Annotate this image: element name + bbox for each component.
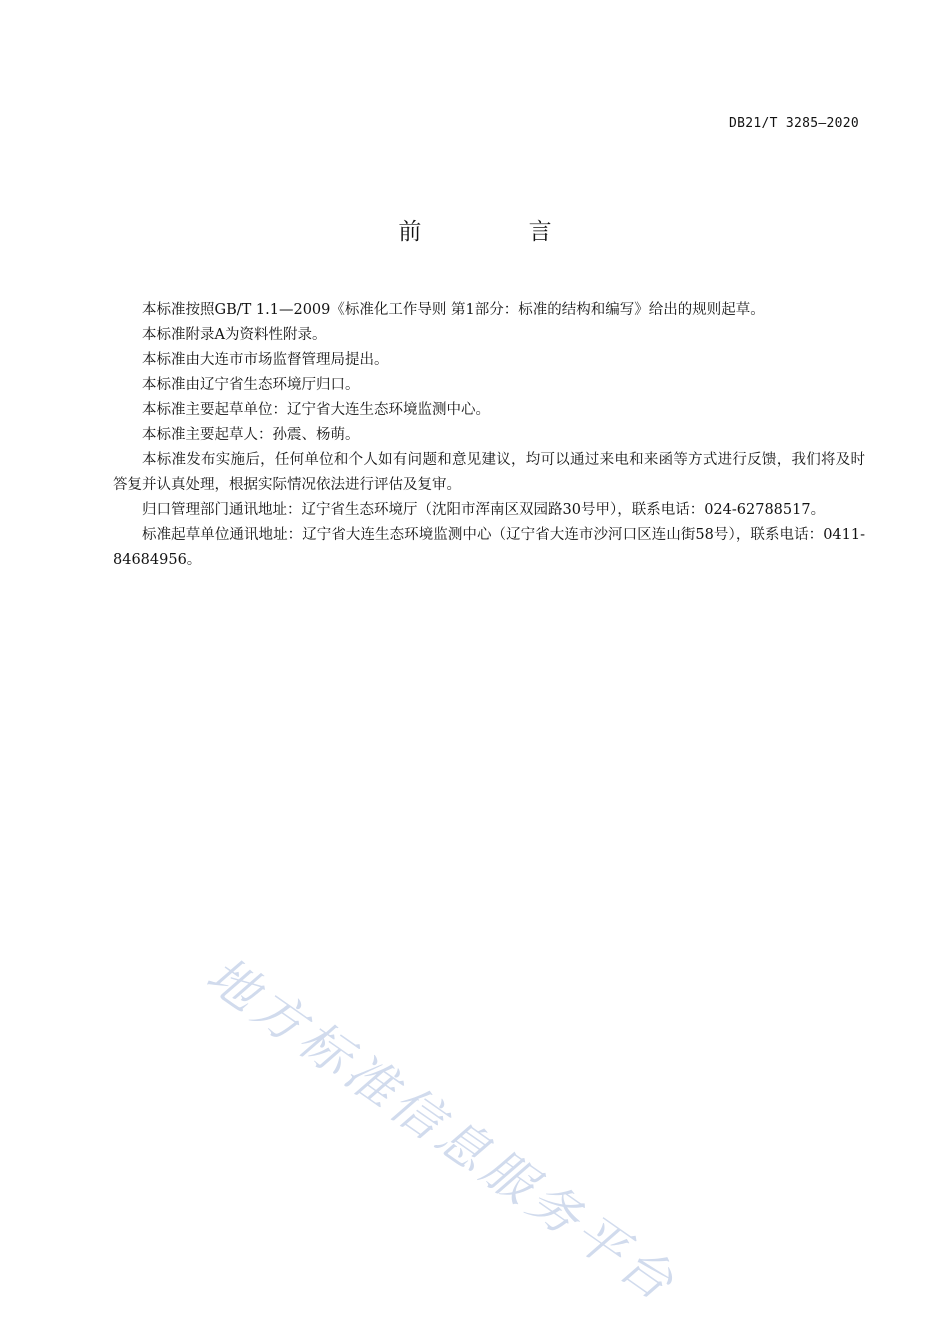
paragraph-drafters: 本标准主要起草人：孙震、杨萌。 — [142, 427, 360, 443]
page-title: 前 言 — [398, 219, 602, 245]
foreword-body — [113, 298, 865, 573]
document-code: DB21/T 3285—2020 — [728, 116, 859, 131]
paragraph-appendix: 本标准附录A为资料性附录。 — [142, 327, 327, 343]
paragraph-drafting-rules: 本标准按照GB/T 1.1—2009《标准化工作导则 第1部分：标准的结构和编写》给出的规则起草。 — [142, 302, 765, 318]
paragraph-drafting-unit: 本标准主要起草单位：辽宁省大连生态环境监测中心。 — [142, 402, 490, 418]
paragraph-feedback: 本标准发布实施后，任何单位和个人如有问题和意见建议，均可以通过来电和来函等方式进行反馈，我们将及时答复并认真处理，根据实际情况依法进行评估及复审。 — [113, 452, 865, 493]
paragraph-administrator: 本标准由辽宁省生态环境厅归口。 — [142, 377, 360, 393]
paragraph-proposer: 本标准由大连市市场监督管理局提出。 — [142, 352, 389, 368]
paragraph-drafter-address: 标准起草单位通讯地址：辽宁省大连生态环境监测中心（辽宁省大连市沙河口区连山街58号），联系电话：0411-84684956。 — [113, 527, 865, 568]
watermark-text: 地方标准信息服务平台 — [196, 945, 689, 1315]
paragraph-admin-address: 归口管理部门通讯地址：辽宁省生态环境厅（沈阳市浑南区双园路30号甲），联系电话：024-62788517。 — [142, 502, 826, 518]
